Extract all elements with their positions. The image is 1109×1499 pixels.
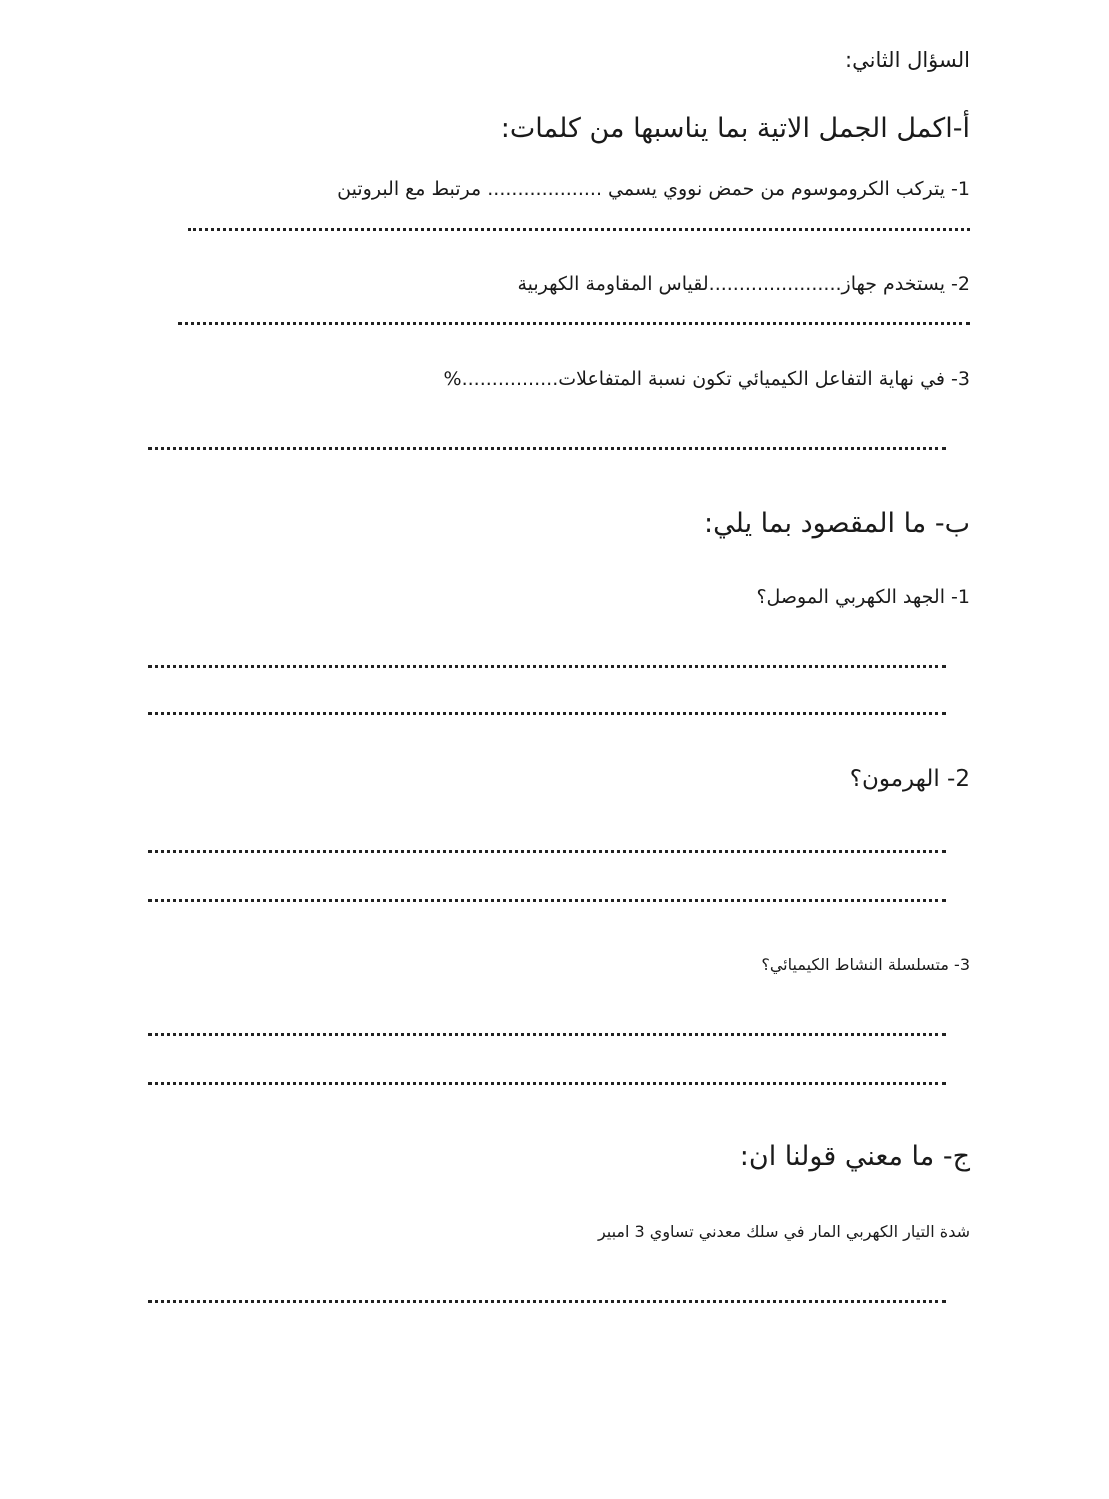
answer-line-b1-1[interactable] bbox=[148, 665, 946, 668]
question-title: السؤال الثاني: bbox=[845, 48, 970, 72]
section-a-item-2: 2- يستخدم جهاز......................لقياس المقاومة الكهربية bbox=[517, 273, 970, 295]
answer-line-a2[interactable] bbox=[178, 322, 970, 325]
answer-line-b2-1[interactable] bbox=[148, 850, 946, 853]
section-a-heading: أ-اكمل الجمل الاتية بما يناسبها من كلمات: bbox=[500, 113, 970, 144]
section-c-heading: ج- ما معني قولنا ان: bbox=[739, 1141, 970, 1172]
answer-line-a1[interactable] bbox=[188, 228, 970, 231]
section-b-heading: ب- ما المقصود بما يلي: bbox=[704, 508, 970, 539]
answer-line-b2-2[interactable] bbox=[148, 899, 946, 902]
section-b-item-1: 1- الجهد الكهربي الموصل؟ bbox=[756, 586, 970, 608]
answer-line-a3[interactable] bbox=[148, 447, 946, 450]
answer-line-b3-2[interactable] bbox=[148, 1082, 946, 1085]
section-c-statement: شدة التيار الكهربي المار في سلك معدني تساوي 3 امبير bbox=[597, 1222, 970, 1241]
section-b-item-2: 2- الهرمون؟ bbox=[849, 766, 970, 792]
answer-line-b3-1[interactable] bbox=[148, 1033, 946, 1036]
section-a-item-3: 3- في نهاية التفاعل الكيميائي تكون نسبة المتفاعلات................% bbox=[443, 368, 970, 390]
section-a-item-1: 1- يتركب الكروموسوم من حمض نووي يسمي ................... مرتبط مع البروتين bbox=[337, 178, 970, 200]
answer-line-b1-2[interactable] bbox=[148, 712, 946, 715]
answer-line-c1[interactable] bbox=[148, 1300, 946, 1303]
section-b-item-3: 3- متسلسلة النشاط الكيميائي؟ bbox=[761, 955, 970, 974]
